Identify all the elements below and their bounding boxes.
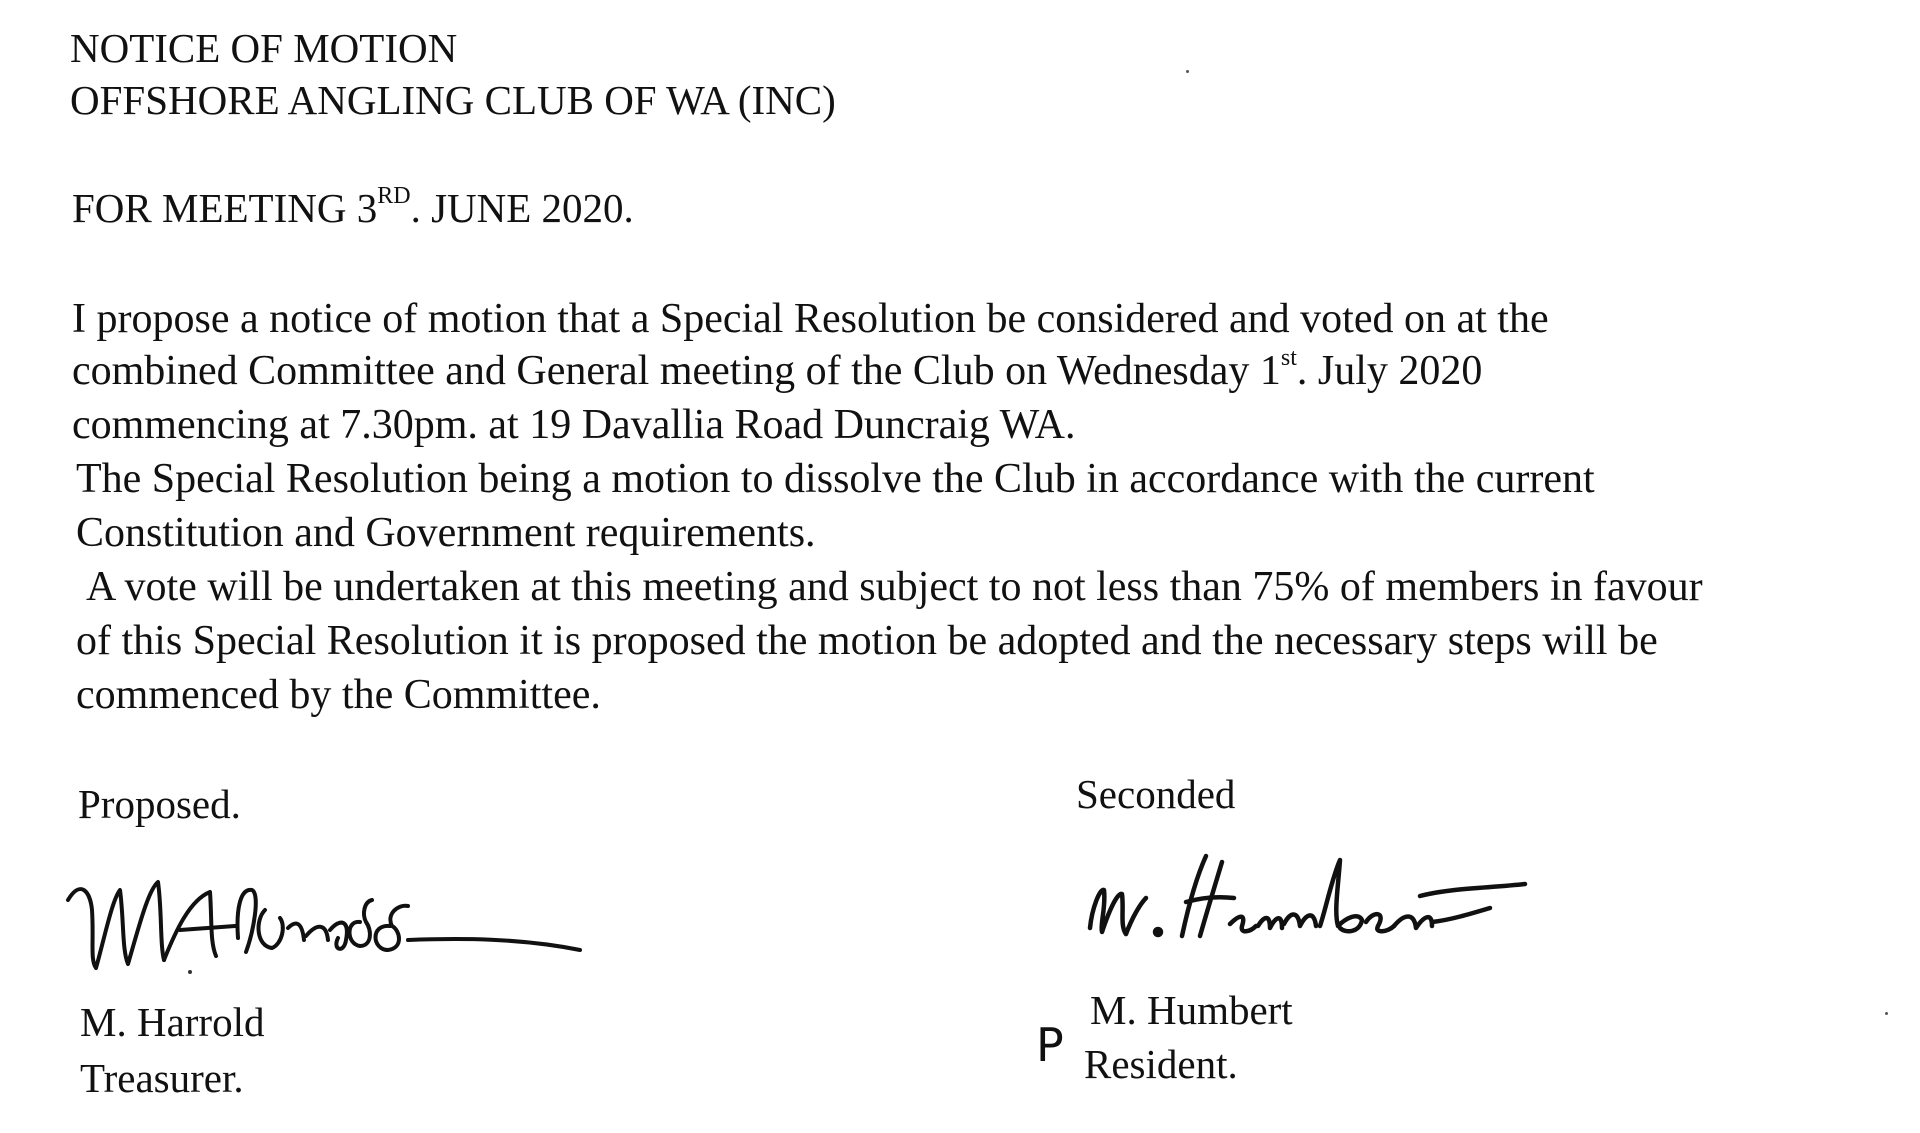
signature-image — [60, 860, 610, 980]
seconder-name: M. Humbert — [1090, 987, 1293, 1033]
meeting-date-prefix: FOR MEETING 3 — [72, 185, 378, 231]
motion-line: The Special Resolution being a motion to dissolve the Club in accordance with the current — [76, 456, 1595, 502]
proposer-role: Treasurer. — [80, 1055, 244, 1101]
motion-line: I propose a notice of motion that a Special Resolution be considered and voted on at the — [72, 296, 1549, 342]
seconded-label: Seconded — [1076, 771, 1236, 817]
motion-line: A vote will be undertaken at this meeting and subject to not less than 75% of members in favour — [86, 564, 1703, 610]
scan-speck — [1186, 70, 1189, 73]
motion-line: Constitution and Government requirements. — [76, 510, 816, 556]
motion-line-text: combined Committee and General meeting of the Club on Wednesday 1 — [72, 348, 1281, 394]
seconder-role: Resident. — [1084, 1041, 1238, 1087]
motion-line: of this Special Resolution it is proposed the motion be adopted and the necessary steps will be — [76, 618, 1658, 664]
scan-speck — [1885, 1012, 1888, 1015]
seconder-signature — [1070, 848, 1530, 958]
motion-line — [72, 345, 1483, 394]
document-title: NOTICE OF MOTION — [70, 25, 458, 71]
ordinal-suffix: st — [1280, 345, 1297, 371]
motion-line: commenced by the Committee. — [76, 672, 601, 718]
motion-line: commencing at 7.30pm. at 19 Davallia Road Duncraig WA. — [72, 402, 1076, 448]
club-name: OFFSHORE ANGLING CLUB OF WA (INC) — [70, 77, 836, 123]
meeting-date-ordinal: RD — [377, 183, 411, 209]
proposed-label: Proposed. — [78, 781, 241, 827]
signature-image — [1070, 848, 1530, 958]
proposer-name: M. Harrold — [80, 999, 265, 1045]
proposer-signature — [60, 860, 610, 980]
motion-line-text: . July 2020 — [1296, 348, 1483, 394]
seconder-initial: P — [1036, 1018, 1064, 1072]
meeting-date-suffix: . JUNE 2020. — [410, 185, 634, 231]
